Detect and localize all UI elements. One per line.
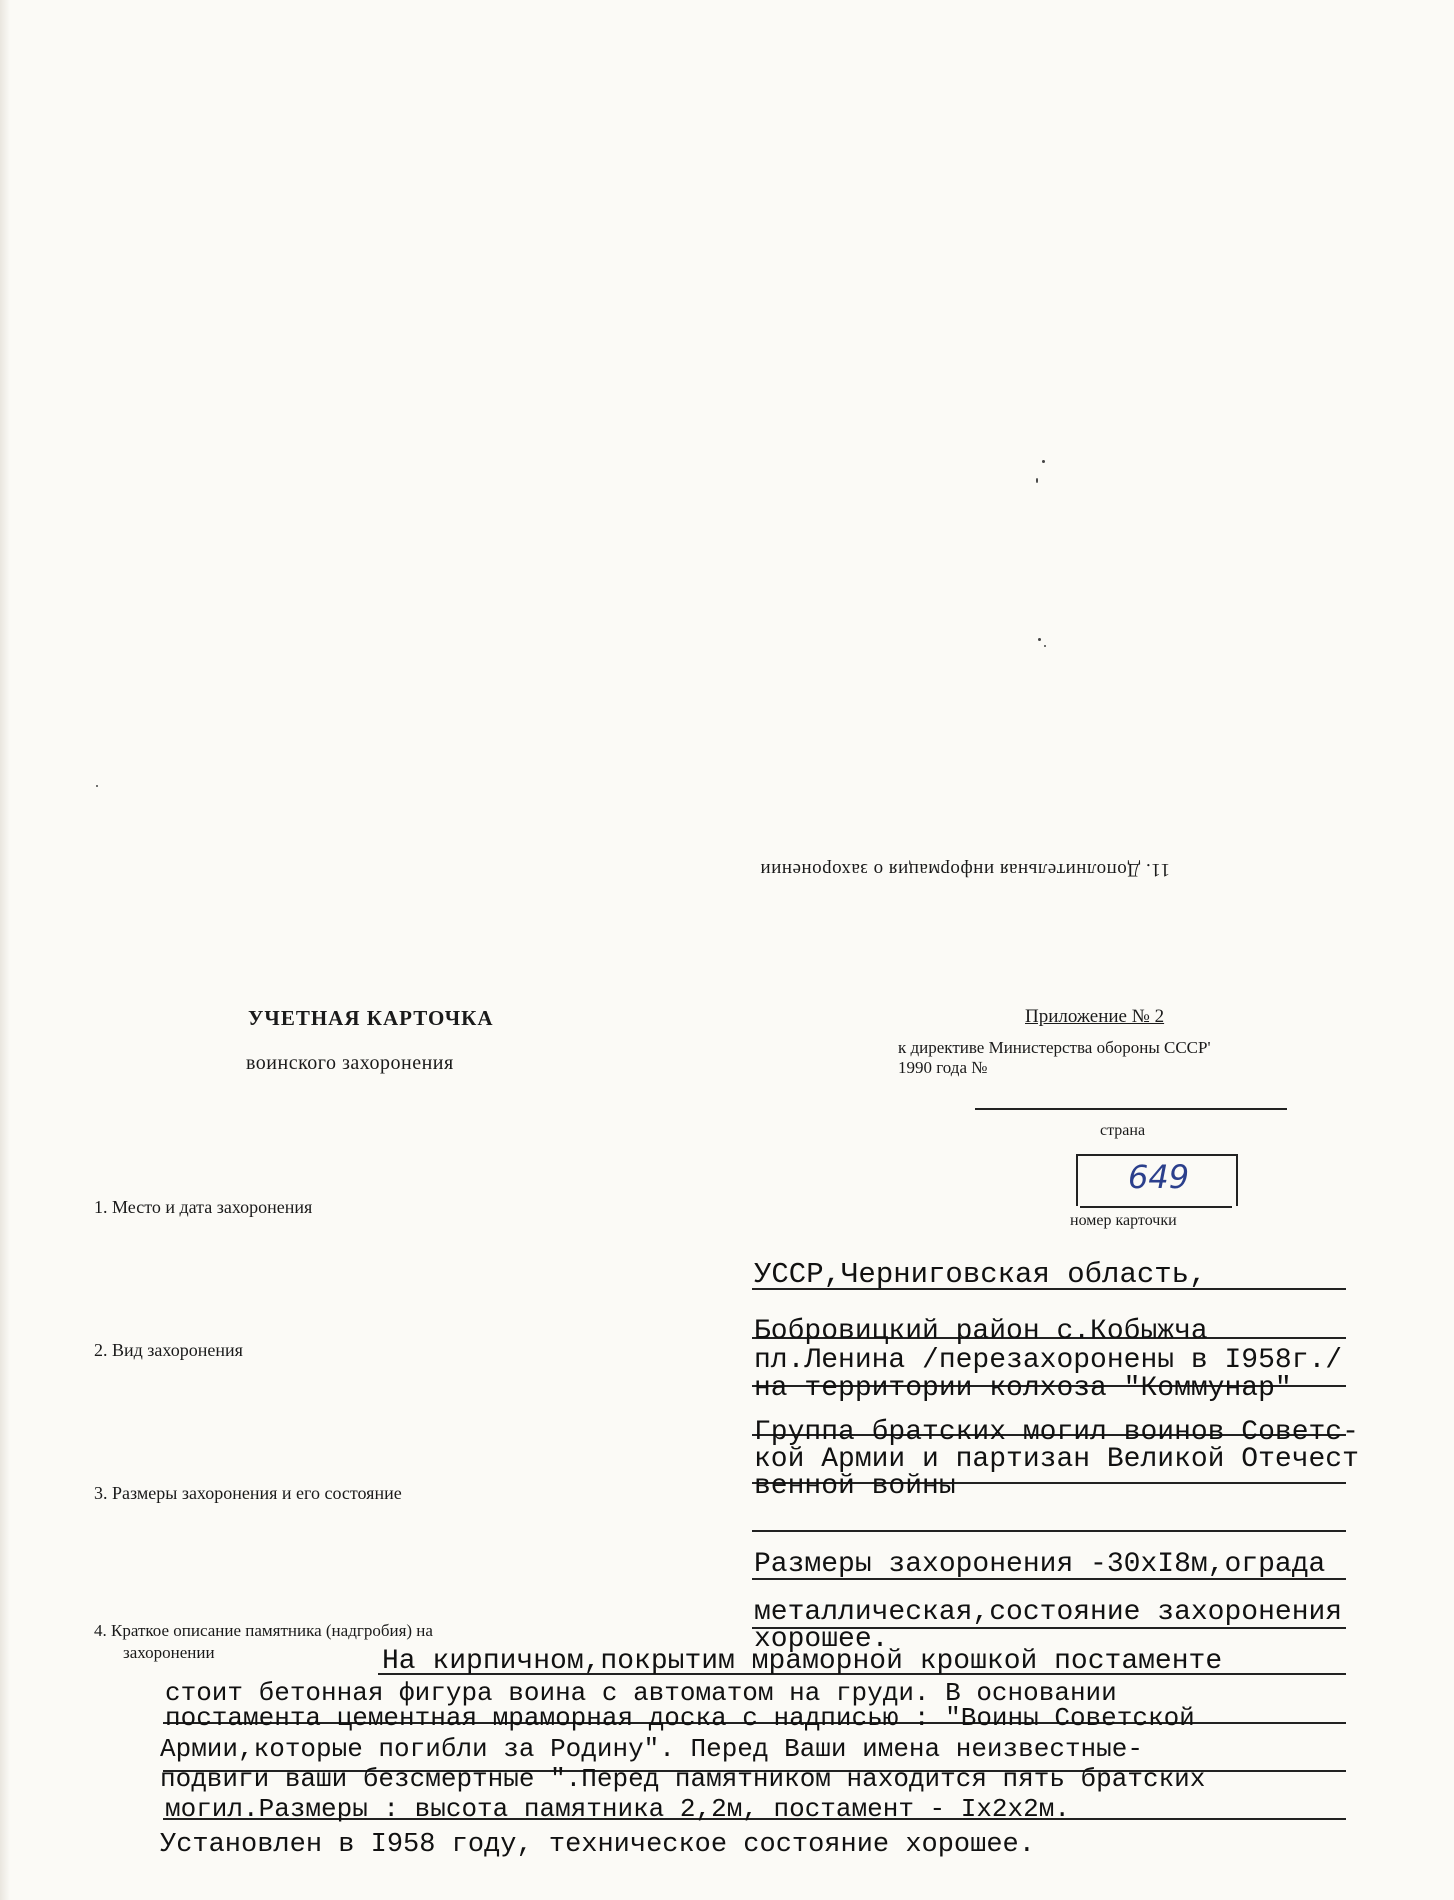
card-subtitle: воинского захоронения xyxy=(246,1052,454,1074)
appendix-label: Приложение № 2 xyxy=(1025,1006,1165,1027)
country-line xyxy=(975,1108,1287,1110)
scan-speck xyxy=(1042,460,1045,463)
typed-place-line-1: УССР,Черниговская область, xyxy=(754,1258,1207,1291)
monument-label: 4. Краткое описание памятника (надгробия) на xyxy=(94,1621,433,1640)
typed-type-line-1: Группа братских могил воинов Советс- xyxy=(754,1417,1359,1448)
typed-monument-line-4: Армии,которые погибли за Родину". Перед Ваши имена неизвестные- xyxy=(160,1734,1143,1764)
typed-monument-line-2: стоит бетонная фигура воина с автоматом на груди. В основании xyxy=(165,1678,1117,1708)
scan-edge-shadow xyxy=(0,0,10,1900)
upside-down-additional-info: 11. Дополнительная информация о захоронении xyxy=(760,859,1171,880)
typed-monument-line-3: постамента цементная мраморная доска с надписью : "Воины Советской xyxy=(165,1703,1195,1733)
card-title: УЧЕТНАЯ КАРТОЧКА xyxy=(248,1006,494,1030)
appendix-directive-line: к директиве Министерства обороны СССР' xyxy=(898,1038,1211,1057)
card-number-caption: номер карточки xyxy=(1070,1212,1177,1229)
scan-speck xyxy=(1036,478,1038,483)
size-condition-label: 3. Размеры захоронения и его состояние xyxy=(94,1483,402,1503)
typed-monument-line-7: Установлен в I958 году, техническое состояние хорошее. xyxy=(160,1830,1035,1860)
country-caption: страна xyxy=(1100,1122,1146,1139)
typed-type-line-2: кой Армии и партизан Великой Отечест xyxy=(754,1444,1359,1475)
card-number-handwritten: 649 xyxy=(1128,1158,1190,1196)
scan-speck xyxy=(1044,645,1046,647)
typed-place-line-3: пл.Ленина /перезахоронены в I958г./ xyxy=(754,1345,1343,1376)
scan-speck xyxy=(96,785,98,787)
monument-label-cont: захоронении xyxy=(123,1643,215,1662)
typed-monument-line-6: могил.Размеры : высота памятника 2,2м, постамент - Iх2х2м. xyxy=(165,1794,1070,1824)
place-date-label: 1. Место и дата захоронения xyxy=(94,1197,313,1217)
burial-type-label: 2. Вид захоронения xyxy=(94,1340,243,1360)
typed-size-line-2: металлическая,состояние захоронения xyxy=(754,1597,1343,1628)
scan-speck xyxy=(1038,638,1041,641)
typed-place-line-2: Бобровицкий район с.Кобыжча xyxy=(754,1316,1208,1347)
typed-size-line-1: Размеры захоронения -30хI8м,ограда xyxy=(754,1549,1326,1580)
typed-monument-line-5: подвиги ваши безсмертные ".Перед памятником находится пять братских xyxy=(160,1764,1206,1794)
appendix-year-line: 1990 года № xyxy=(898,1058,988,1077)
typed-monument-line-1: На кирпичном,покрытим мраморной крошкой постаменте xyxy=(382,1646,1223,1677)
card-number-underline xyxy=(1080,1206,1232,1208)
answer-line xyxy=(752,1530,1346,1532)
typed-type-line-3: венной войны xyxy=(754,1471,956,1502)
typed-size-line-3: хорошее. xyxy=(754,1624,889,1655)
typed-place-line-4: на территории колхоза "Коммунар" xyxy=(754,1373,1292,1404)
